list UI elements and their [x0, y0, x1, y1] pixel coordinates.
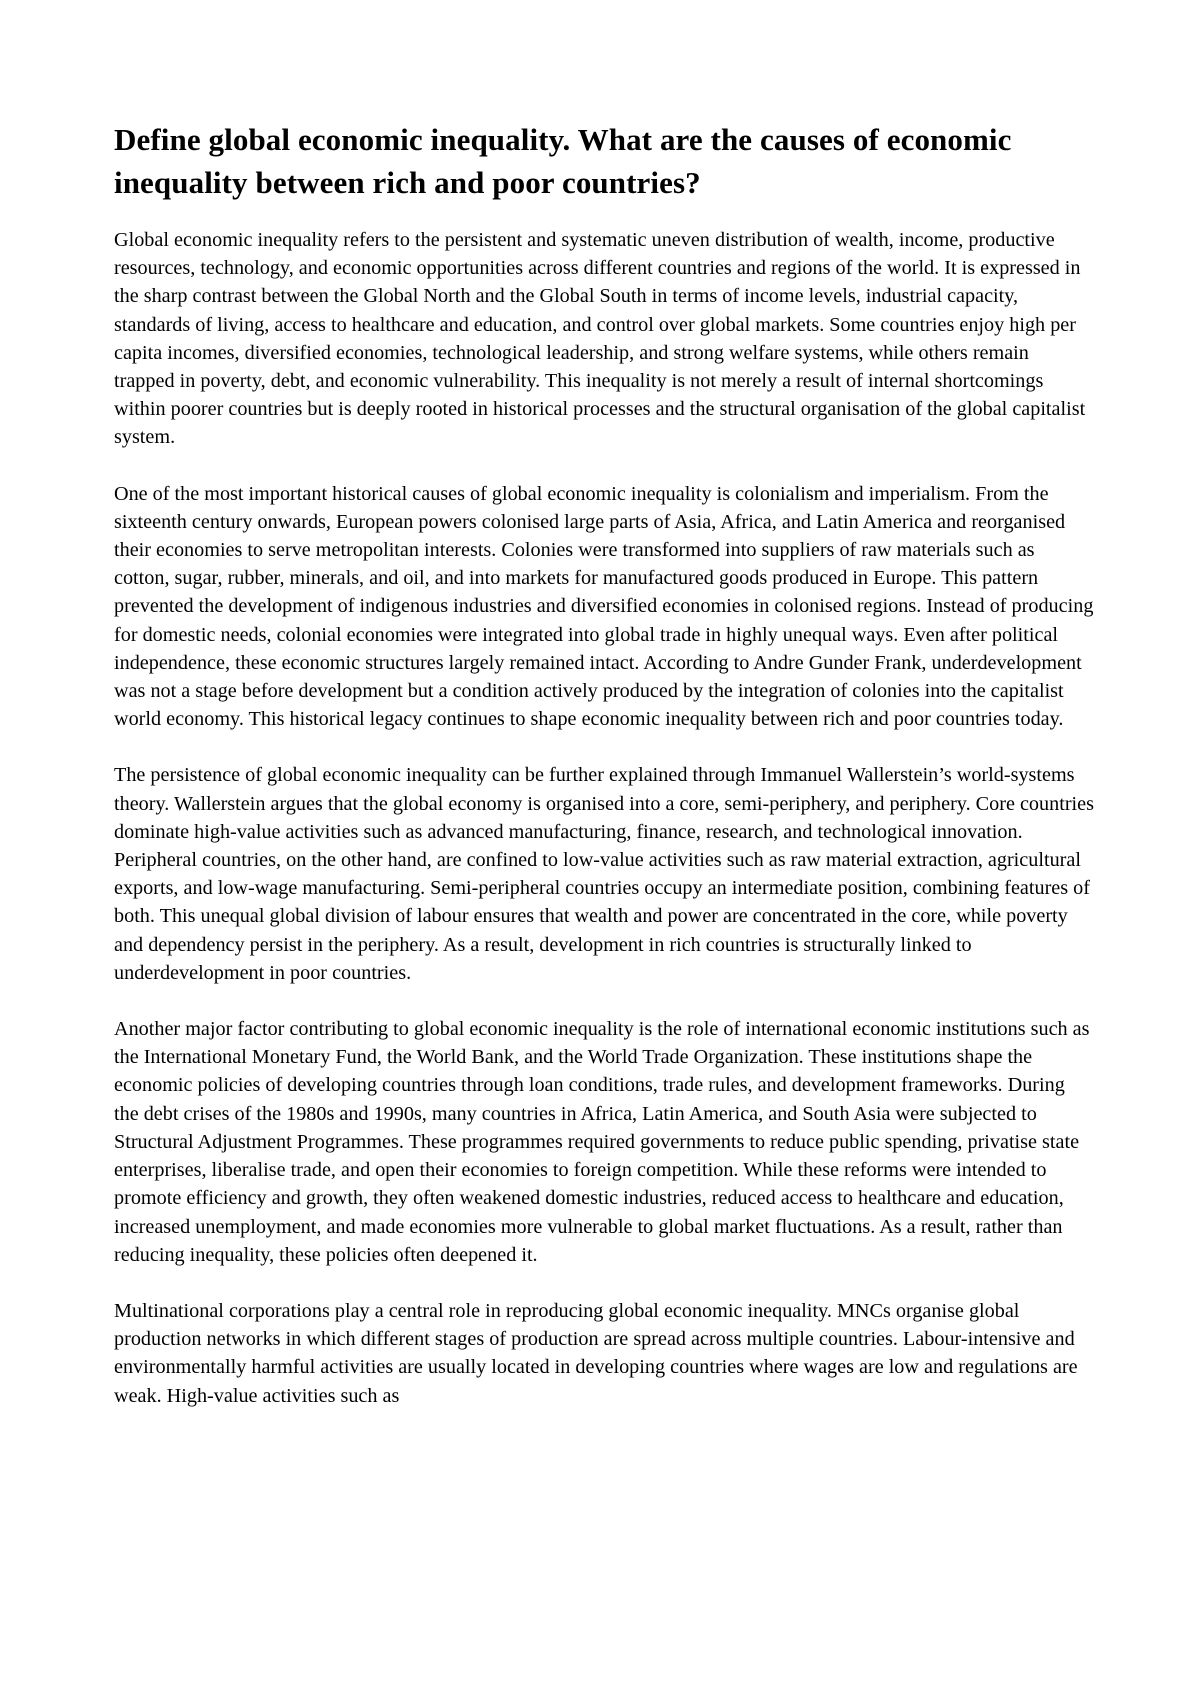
paragraph-world-systems: The persistence of global economic inequality can be further explained through Immanuel Wallerstein’s world-systems theory. Wallerstein argues that the global economy is organised into a core, semi-periphery, and periphery. Core countries dominate high-value activities such as advanced manufacturing, finance, research, and technological innovation. Peripheral countries, on the other hand, are confined to low-value activities such as raw material extraction, agricultural exports, and low-wage manufacturing. Semi-peripheral countries occupy an intermediate position, combining features of both. This unequal global division of labour ensures that wealth and power are concentrated in the core, while poverty and dependency persist in the periphery. As a result, development in rich countries is structurally linked to underdevelopment in poor countries.	[114, 764, 1094, 984]
paragraph-definition: Global economic inequality refers to the persistent and systematic uneven distribution of wealth, income, productive resources, technology, and economic opportunities across different countries and regions of the world. It is expressed in the sharp contrast between the Global North and the Global South in terms of income levels, industrial capacity, standards of living, access to healthcare and education, and control over global markets. Some countries enjoy high per capita incomes, diversified economies, technological leadership, and strong welfare systems, while others remain trapped in poverty, debt, and economic vulnerability. This inequality is not merely a result of internal shortcomings within poorer countries but is deeply rooted in historical processes and the structural organisation of the global capitalist system.	[114, 229, 1086, 449]
paragraph-multinationals: Multinational corporations play a central role in reproducing global economic inequality. MNCs organise global production networks in which different stages of production are spread across multiple countries. Labour-intensive and environmentally harmful activities are usually located in developing countries where wages are low and regulations are weak. High-value activities such as	[114, 1299, 1078, 1407]
document-title: Define global economic inequality. What are the causes of economic inequality between rich and poor countries?	[114, 122, 1012, 200]
paragraph-colonialism: One of the most important historical causes of global economic inequality is colonialism and imperialism. From the sixteenth century onwards, European powers colonised large parts of Asia, Africa, and Latin America and reorganised their economies to serve metropolitan interests. Colonies were transformed into suppliers of raw materials such as cotton, sugar, rubber, minerals, and oil, and into markets for manufactured goods produced in Europe. This pattern prevented the development of indigenous industries and diversified economies in colonised regions. Instead of producing for domestic needs, colonial economies were integrated into global trade in highly unequal ways. Even after political independence, these economic structures largely remained intact. According to Andre Gunder Frank, underdevelopment was not a stage before development but a condition actively produced by the integration of colonies into the capitalist world economy. This historical legacy continues to shape economic inequality between rich and poor countries today.	[114, 482, 1094, 731]
document-body	[114, 118, 1094, 1438]
paragraph-institutions: Another major factor contributing to global economic inequality is the role of international economic institutions such as the International Monetary Fund, the World Bank, and the World Trade Organization. These institutions shape the economic policies of developing countries through loan conditions, trade rules, and development frameworks. During the debt crises of the 1980s and 1990s, many countries in Africa, Latin America, and South Asia were subjected to Structural Adjustment Programmes. These programmes required governments to reduce public spending, privatise state enterprises, liberalise trade, and open their economies to foreign competition. While these reforms were intended to promote efficiency and growth, they often weakened domestic industries, reduced access to healthcare and education, increased unemployment, and made economies more vulnerable to global market fluctuations. As a result, rather than reducing inequality, these policies often deepened it.	[114, 1018, 1090, 1266]
